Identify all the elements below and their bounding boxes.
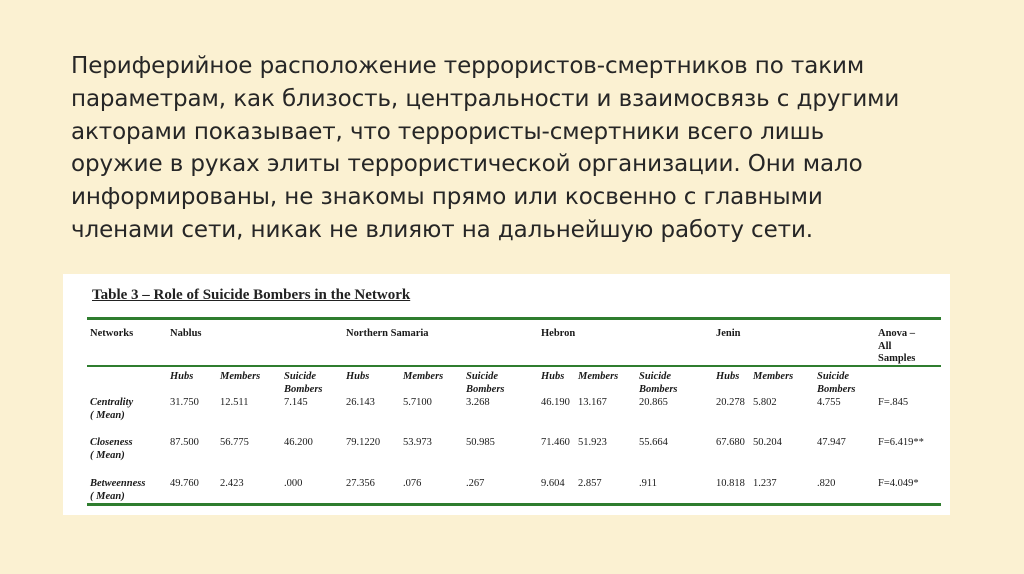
anova-cell: F=6.419**: [878, 437, 924, 448]
subheader-cell: Suicide Bombers: [466, 371, 505, 395]
table-cell: 46.200: [284, 437, 313, 448]
table-title: Table 3 – Role of Suicide Bombers in the Network: [92, 287, 411, 303]
header-group: Nablus: [170, 328, 202, 339]
table-cell: 7.145: [284, 397, 308, 408]
row-label: Centrality ( Mean): [90, 397, 134, 421]
header-networks: Networks: [90, 328, 134, 339]
slide-text-line: Периферийное расположение террористов-смертников по таким: [71, 53, 865, 79]
table-cell: 20.865: [639, 397, 668, 408]
table-cell: 47.947: [817, 437, 846, 448]
header-group: Jenin: [716, 328, 741, 339]
slide-text-line: оружие в руках элиты террористической организации. Они мало: [71, 151, 863, 178]
table-cell: 12.511: [220, 397, 249, 408]
subheader-cell: Suicide Bombers: [817, 371, 856, 395]
table-cell: 1.237: [753, 478, 777, 489]
table-cell: 2.423: [220, 478, 244, 489]
header-group: Northern Samaria: [346, 328, 429, 339]
table-cell: 20.278: [716, 397, 745, 408]
subheader-cell: Members: [403, 371, 444, 382]
table-cell: 50.985: [466, 437, 495, 448]
table-cell: 4.755: [817, 397, 841, 408]
table-cell: 27.356: [346, 478, 375, 489]
table-rule-middle: [87, 365, 941, 367]
anova-cell: F=4.049*: [878, 478, 919, 489]
slide-text: [71, 50, 951, 247]
header-anova: Anova – All Samples: [878, 328, 916, 364]
table-cell: 55.664: [639, 437, 668, 448]
table-cell: 31.750: [170, 397, 199, 408]
table-cell: 51.923: [578, 437, 607, 448]
subheader-cell: Members: [578, 371, 619, 382]
table-cell: 67.680: [716, 437, 745, 448]
row-label: Closeness ( Mean): [90, 437, 133, 461]
table-cell: 9.604: [541, 478, 565, 489]
table-cell: .820: [817, 478, 836, 489]
table-cell: 2.857: [578, 478, 602, 489]
table-cell: .911: [639, 478, 657, 489]
table-cell: 87.500: [170, 437, 199, 448]
table-cell: 79.1220: [346, 437, 381, 448]
slide-text-line: членами сети, никак не влияют на дальнейшую работу сети.: [71, 216, 814, 243]
table-cell: 46.190: [541, 397, 570, 408]
subheader-cell: Hubs: [346, 371, 370, 382]
table-cell: 5.802: [753, 397, 777, 408]
table-rule-bottom: [87, 503, 941, 506]
table-cell: 26.143: [346, 397, 375, 408]
subheader-cell: Hubs: [170, 371, 194, 382]
slide-text-line: информированы, не знакомы прямо или косвенно с главными: [71, 184, 823, 211]
slide-text-line: параметрам, как близость, центральности и взаимосвязь с другими: [71, 85, 900, 112]
table-rule-top: [87, 317, 941, 320]
table-cell: 56.775: [220, 437, 249, 448]
table-cell: 71.460: [541, 437, 570, 448]
table-cell: 3.268: [466, 397, 490, 408]
table-cell: 49.760: [170, 478, 199, 489]
subheader-cell: Members: [753, 371, 794, 382]
slide-text-line: акторами показывает, что террористы-смертники всего лишь: [71, 118, 825, 145]
subheader-cell: Hubs: [541, 371, 565, 382]
anova-cell: F=.845: [878, 397, 909, 408]
table-cell: .076: [403, 478, 422, 489]
table-image: [63, 274, 950, 515]
table-cell: .267: [466, 478, 485, 489]
table-cell: .000: [284, 478, 303, 489]
subheader-cell: Members: [220, 371, 261, 382]
header-group: Hebron: [541, 328, 576, 339]
subheader-cell: Suicide Bombers: [639, 371, 678, 395]
subheader-cell: Suicide Bombers: [284, 371, 323, 395]
table-cell: 50.204: [753, 437, 782, 448]
row-label: Betweenness ( Mean): [90, 478, 146, 502]
table-cell: 13.167: [578, 397, 607, 408]
table-cell: 10.818: [716, 478, 745, 489]
subheader-cell: Hubs: [716, 371, 740, 382]
table-cell: 53.973: [403, 437, 432, 448]
table-cell: 5.7100: [403, 397, 432, 408]
